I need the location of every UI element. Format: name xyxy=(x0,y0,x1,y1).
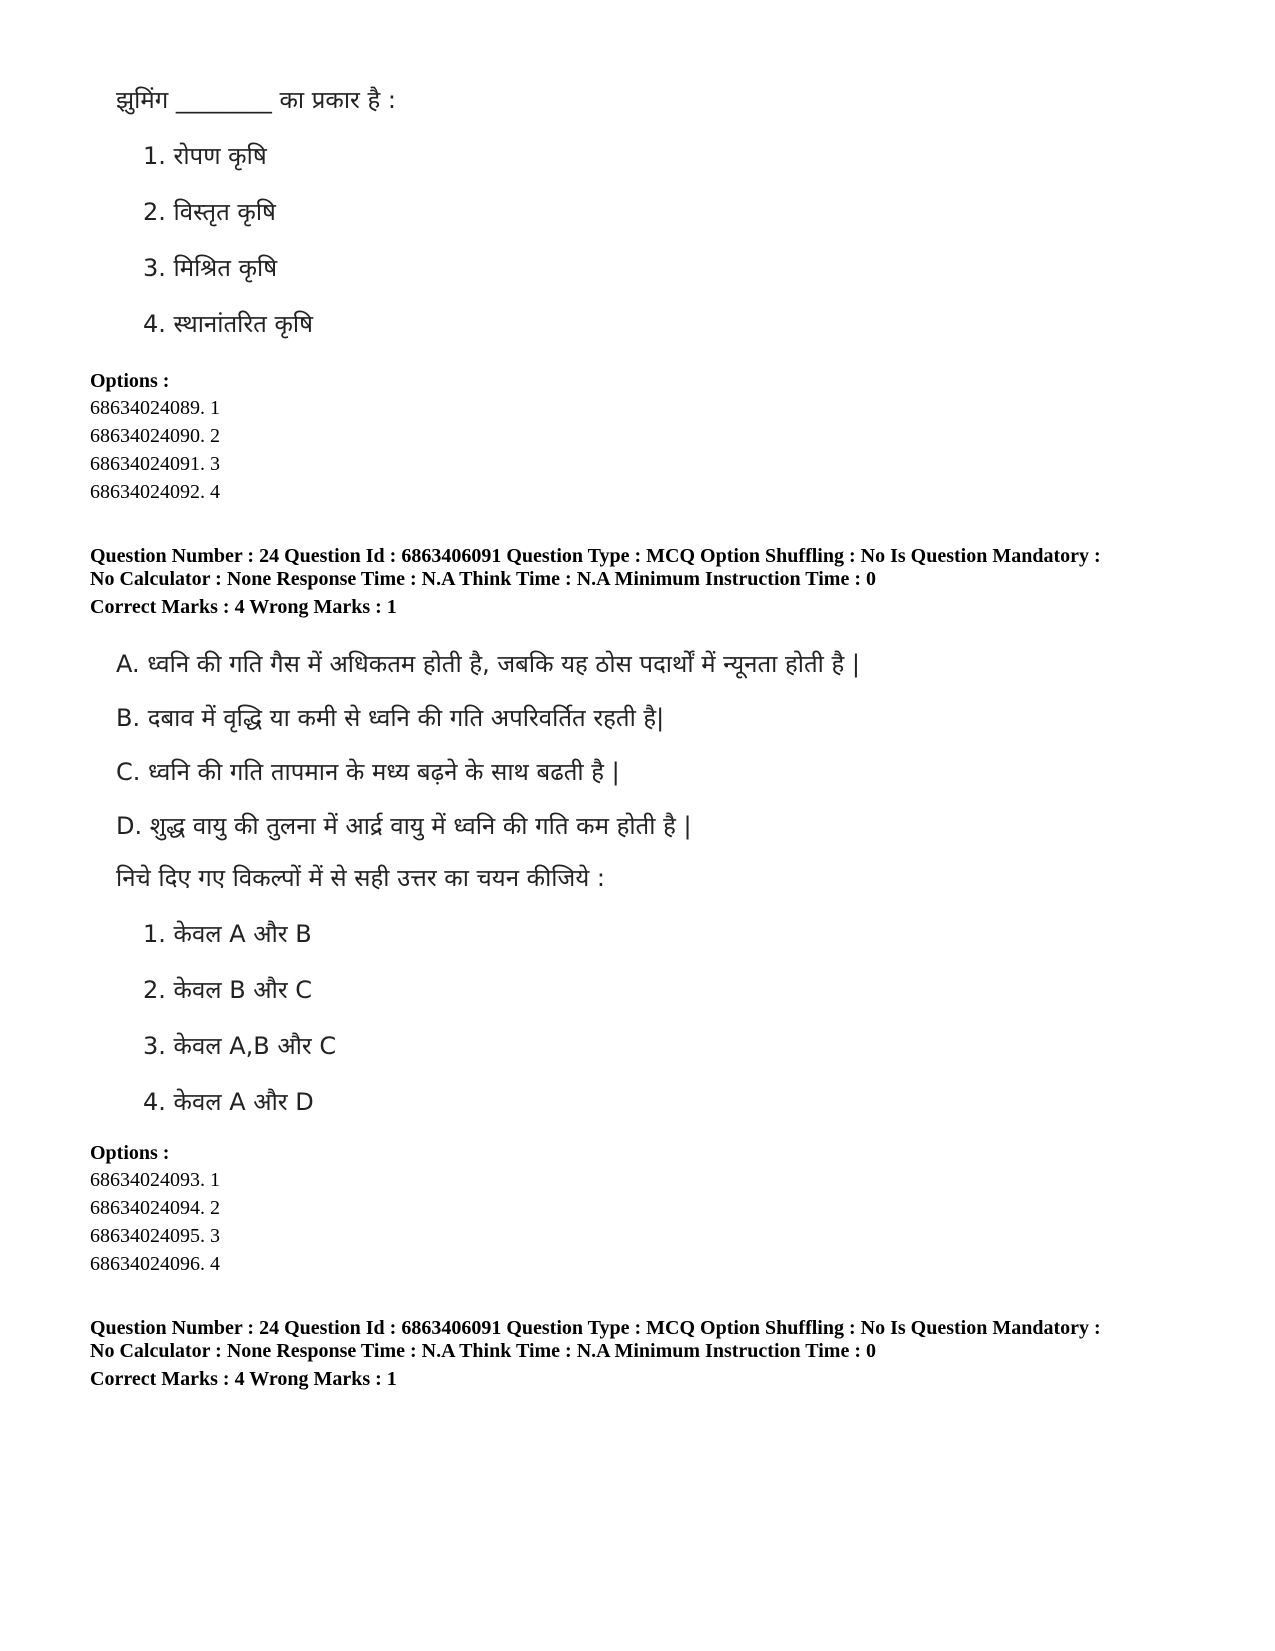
question-meta-line: No Calculator : None Response Time : N.A Think Time : N.A Minimum Instruction Time : 0 xyxy=(90,1340,876,1362)
question-stem: झुमिंग ________ का प्रकार है : xyxy=(116,86,396,114)
instruction: निचे दिए गए विकल्पों में से सही उत्तर का चयन कीजिये : xyxy=(116,864,605,892)
statement-b: B. दबाव में वृद्धि या कमी से ध्वनि की गति अपरिवर्तित रहती है| xyxy=(116,704,665,732)
option-item: 68634024093. 1 xyxy=(90,1169,220,1191)
statement-a: A. ध्वनि की गति गैस में अधिकतम होती है, जबकि यह ठोस पदार्थों में न्यूनता होती है | xyxy=(116,650,860,678)
choice-3: 3. केवल A,B और C xyxy=(143,1032,337,1060)
option-item: 68634024090. 2 xyxy=(90,425,220,447)
question-meta-line: Question Number : 24 Question Id : 6863406091 Question Type : MCQ Option Shuffling : No Is Question Mandatory : xyxy=(90,1317,1101,1339)
choice-4: 4. केवल A और D xyxy=(143,1088,314,1116)
statement-d: D. शुद्ध वायु की तुलना में आर्द्र वायु में ध्वनि की गति कम होती है | xyxy=(116,812,692,840)
choice-1: 1. रोपण कृषि xyxy=(143,142,267,170)
statement-c: C. ध्वनि की गति तापमान के मध्य बढ़ने के साथ बढती है | xyxy=(116,758,620,786)
question-meta-line: No Calculator : None Response Time : N.A Think Time : N.A Minimum Instruction Time : 0 xyxy=(90,568,876,590)
option-item: 68634024096. 4 xyxy=(90,1253,220,1275)
marks-line: Correct Marks : 4 Wrong Marks : 1 xyxy=(90,1368,397,1390)
option-item: 68634024091. 3 xyxy=(90,453,220,475)
marks-line: Correct Marks : 4 Wrong Marks : 1 xyxy=(90,596,397,618)
option-item: 68634024094. 2 xyxy=(90,1197,220,1219)
question-meta-line: Question Number : 24 Question Id : 6863406091 Question Type : MCQ Option Shuffling : No Is Question Mandatory : xyxy=(90,545,1101,567)
choice-4: 4. स्थानांतरित कृषि xyxy=(143,310,314,338)
choice-3: 3. मिश्रित कृषि xyxy=(143,254,278,282)
choice-2: 2. विस्तृत कृषि xyxy=(143,198,276,226)
option-item: 68634024095. 3 xyxy=(90,1225,220,1247)
option-item: 68634024089. 1 xyxy=(90,397,220,419)
choice-2: 2. केवल B और C xyxy=(143,976,313,1004)
option-item: 68634024092. 4 xyxy=(90,481,220,503)
options-label: Options : xyxy=(90,1142,170,1164)
choice-1: 1. केवल A और B xyxy=(143,920,312,948)
options-label: Options : xyxy=(90,370,170,392)
